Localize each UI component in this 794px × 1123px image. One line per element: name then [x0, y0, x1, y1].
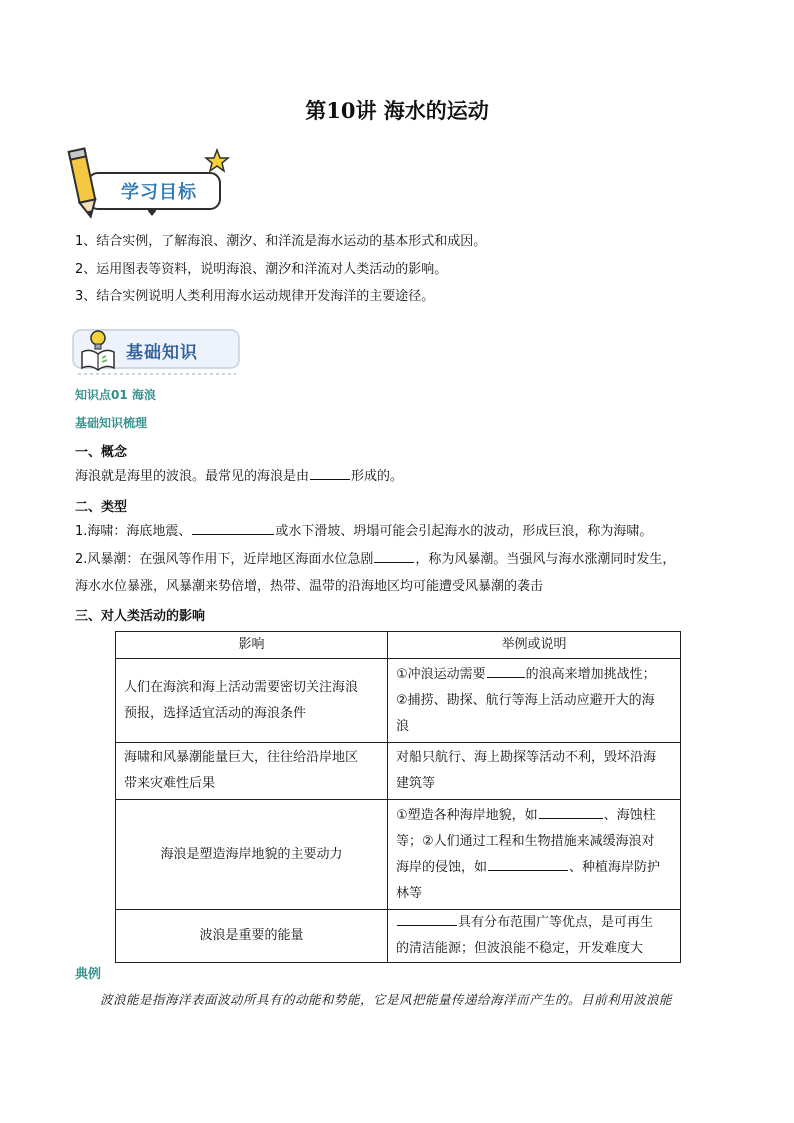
table-cell [388, 743, 681, 800]
fill-blank [397, 911, 457, 926]
text-span: 1.海啸：海底地震、 [75, 524, 192, 539]
cell-line: 对船只航行、海上勘探等活动不利，毁坏沿海 [396, 750, 657, 765]
basic-knowledge-label: 基础知识 [126, 343, 198, 363]
fill-blank [488, 856, 568, 871]
cell-line: 预报，选择适宜活动的海浪条件 [124, 705, 307, 721]
text-span: 具有分布范围广等优点，是可再生 [458, 915, 654, 930]
table-row [116, 910, 681, 963]
table-cell [116, 659, 388, 743]
book-bulb-icon [78, 328, 118, 372]
text-span: 或水下滑坡、坍塌可能会引起海水的波动，形成巨浪，称为海啸。 [275, 524, 653, 539]
knowledge-point-title: 知识点01 海浪 [75, 388, 156, 402]
cell-line: ②捕捞、勘探、航行等海上活动应避开大的海 [396, 692, 655, 708]
table-header-cell: 举例或说明 [388, 632, 681, 659]
learning-goals-label: 学习目标 [121, 182, 197, 203]
text-span: 、种植海岸防护 [569, 859, 661, 875]
cell-line: 人们在海滨和海上活动需要密切关注海浪 [124, 679, 359, 695]
text-span: 形成的。 [351, 469, 404, 484]
cell-line: 浪 [396, 718, 410, 734]
fill-blank [310, 465, 350, 480]
basic-knowledge-banner [70, 324, 242, 378]
cell-line [396, 803, 672, 829]
fill-blank [192, 520, 274, 535]
table-row [116, 659, 681, 743]
cell-line [396, 662, 672, 688]
impact-table [115, 631, 681, 963]
cell-line: 海啸和风暴潮能量巨大，往往给沿岸地区 [124, 750, 359, 765]
table-cell [116, 743, 388, 800]
cell-line: 建筑等 [396, 776, 436, 791]
table-header-cell: 影响 [116, 632, 388, 659]
learning-goals-banner [66, 145, 236, 225]
goal-item: 1、结合实例，了解海浪、潮汐、和洋流是海水运动的基本形式和成因。 [75, 234, 487, 249]
cell-line: 林等 [396, 885, 423, 901]
text-span: 2.风暴潮：在强风等作用下，近岸地区海面水位急剧 [75, 552, 374, 567]
example-label: 典例 [75, 967, 102, 982]
table-cell [388, 659, 681, 743]
storm-surge-text [75, 546, 675, 573]
example-text: 波浪能是指海洋表面波动所具有的动能和势能，它是风把能量传递给海洋而产生的。目前利用波浪能 [100, 992, 673, 1007]
fill-blank [374, 548, 414, 563]
goal-item: 3、结合实例说明人类利用海水运动规律开发海洋的主要途径。 [75, 289, 435, 304]
page-title: 第10讲 海水的运动 [305, 98, 489, 123]
text-span: 的浪高来增加挑战性； [525, 666, 656, 682]
fill-blank [487, 663, 525, 678]
table-row [116, 800, 681, 910]
text-span: ，称为风暴潮。当强风与海水涨潮同时发生， [415, 552, 676, 567]
storm-surge-text: 海水水位暴涨，风暴潮来势倍增，热带、温带的沿海地区均可能遭受风暴潮的袭击 [75, 579, 544, 594]
text-span: ①塑造各种海岸地貌，如 [396, 807, 538, 823]
cell-line: 带来灾难性后果 [124, 776, 216, 791]
section-heading: 二、类型 [75, 500, 128, 515]
goal-item: 2、运用图表等资料，说明海浪、潮汐和洋流对人类活动的影响。 [75, 262, 448, 277]
cell-line: 等；②人们通过工程和生物措施来减缓海浪对 [396, 833, 655, 849]
table-cell [388, 910, 681, 963]
section-heading: 三、对人类活动的影响 [75, 609, 206, 624]
review-title: 基础知识梳理 [75, 416, 148, 430]
fill-blank [539, 804, 603, 819]
concept-text [75, 463, 403, 490]
table-cell [388, 800, 681, 910]
table-cell: 波浪是重要的能量 [116, 910, 388, 963]
tsunami-text [75, 518, 652, 545]
text-span: 海浪就是海里的波浪。最常见的海浪是由 [75, 469, 310, 484]
table-row [116, 743, 681, 800]
cell-line [396, 910, 672, 936]
cell-line [396, 855, 672, 881]
cell-line: 的清洁能源；但波浪能不稳定，开发难度大 [396, 941, 644, 956]
table-cell: 海浪是塑造海岸地貌的主要动力 [116, 800, 388, 910]
text-span: 、海蚀柱 [603, 807, 656, 823]
text-span: 海岸的侵蚀，如 [396, 859, 488, 875]
section-heading: 一、概念 [75, 445, 128, 460]
text-span: ①冲浪运动需要 [396, 666, 486, 682]
table-header-row [116, 632, 681, 659]
